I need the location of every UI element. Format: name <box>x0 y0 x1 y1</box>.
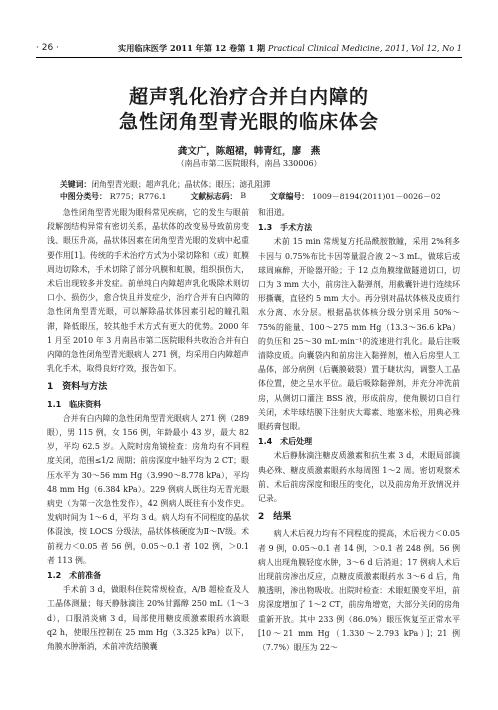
keywords-line <box>60 179 458 190</box>
classification-line <box>60 191 458 202</box>
article-title-line-1: 超声乳化治疗合并白内障的 <box>128 86 369 108</box>
body-column-left <box>47 206 249 654</box>
subsection-heading-preop: 1.2 术前准备 <box>47 571 102 581</box>
running-header <box>36 40 462 56</box>
section-heading-results: 2 结果 <box>258 512 292 523</box>
subsection-heading-clinical-data: 1.1 临床资料 <box>47 399 102 409</box>
doc-code-value: B <box>240 191 247 200</box>
continued-paragraph: 和泪道。 <box>258 208 290 217</box>
author-list: 龚文广，陈超裙，韩青红，廖 燕 <box>177 146 321 157</box>
doc-code-label: 文献标志码： <box>190 192 238 201</box>
section-heading-methods: 1 资料与方法 <box>47 382 108 393</box>
clc-label: 中图分类号： <box>60 192 107 201</box>
subsection-heading-surgery: 1.3 手术方法 <box>258 223 313 233</box>
author-affiliation: （南昌市第二医院眼科，南昌 330006） <box>176 159 322 168</box>
clc-value: R775；R776.1 <box>109 192 167 201</box>
postop-paragraph: 术后静脉滴注糖皮质激素和抗生素 3 d，术眼局部滴典必殊、糖皮质激素眼药水每周图 1～2 周。密切观察术前、术后前房深度和眼压的变化，以及前房角开放情况并记录。 <box>258 451 460 504</box>
results-paragraph: 病人术后视力均有不同程度的提高，术后视力＜0.05 者 9 例，0.05～0.1 者 14 例，＞0.1 者 248 例。56 例病人出现角膜轻度水肿，3～6 d 后消退；17 例病人术后出现前房渗出反应，点糖皮质激素眼药水 3～6 d 后，角膜透明，渗出物吸收。出院时检查：术眼虹膜变平坦，前房深度增加了 1～2 CT，前房角增宽，大部分关闭的房角重新开放。其中 233 例（86.0%）眼压恢复至正常水平[10～21 mm Hg（1.330～2.793 kPa）]；21 例（7.7%）眼压为 22～ <box>258 529 460 653</box>
journal-citation <box>106 43 462 54</box>
surgery-paragraph: 术前 15 min 常规复方托品酰胺散瞳，采用 2%利多卡因与 0.75%布比卡因等量混合液 2～3 mL，做球后或球周麻醉，开睑器开睑；于 12 点角膜缘做隧道切口，切口为 3 mm 大小，前房注入黏弹剂，用截囊针进行连续环形撕囊，直径约 5 mm 大小。再分别对晶状体核及皮质行水分离、水分层。根据晶状体核分级分别采用 50%～75%的能量、100～275 mm Hg（13.3～36.6 kPa）的负压和 25～30 mL·min⁻¹的流速进行乳化。最后注吸清除皮质。向囊袋内和前房注入黏弹剂，植入后房型人工晶体，部分病例（后囊膜破裂）置于睫状沟，调整人工晶体位置，使之呈水平位。最后吸除黏弹剂，并充分冲洗前房，从侧切口灌注 BSS 液，形成前房，使角膜切口自行关闭，术毕球结膜下注射庆大霉素、地塞米松，用典必殊眼药膏包眼。 <box>258 237 460 432</box>
body-column-right <box>258 206 460 655</box>
article-no-value: 1009－8194(2011)01－0026－02 <box>312 192 441 201</box>
keywords-text: 闭角型青光眼；超声乳化；晶状体；眼压；滤孔阻滞 <box>91 180 271 189</box>
article-title-line-2: 急性闭角型青光眼的临床体会 <box>118 111 379 133</box>
keywords-label: 关键词： <box>60 180 92 189</box>
article-no-label: 文章编号： <box>270 192 310 201</box>
intro-paragraph: 急性闭角型青光眼为眼科常见疾病，它的发生与眼前段解剖结构异常有密切关系，晶状体的改变易导致前房变浅、眼压升高，晶状体因素在闭角型青光眼的发病中起重要作用[1]。传统的手术治疗方式为小梁切除和（或）虹膜周边切除术，手术切除了部分巩膜和虹膜，组织损伤大，术后出现较多并发症。前单纯白内障超声乳化吸除术则切口小、损伤少，愈合快且并发症少，治疗合并有白内障的急性闭角型青光眼，可以解除晶状体因素引起的瞳孔阻滞，降低眼压，较其他手术方式有更大的优势。2000 年 1 月至 2010 年 3 月南昌市第二医院眼科共收治合并有白内障的急性闭角型青光眼病人 271 例，均采用白内障超声乳化手术，取得良好疗效，报告如下。 <box>47 208 249 374</box>
preop-paragraph: 手术前 3 d，做眼科住院常规检查，A/B 超检查及人工晶体测量；每天静脉滴注 20%甘露醇 250 mL（1～3 d），口服消炎痛 3 d，局部使用糖皮质激素眼药水滴眼 q2 h，使眼压控制在 25 mm Hg（3.325 kPa）以下，角膜水肿渐消，术前冲洗结膜囊 <box>47 585 249 652</box>
journal-name-cn: 实用临床医学 2011 年第 12 卷第 1 期 <box>118 42 266 53</box>
clinical-data-paragraph: 合并有白内障的急性闭角型青光眼病人 271 例（289 眼），男 115 例，女 156 例，年龄最小 43 岁，最大 82 岁，平均 62.5 岁。入院时房角镜检查：房角均有不同程度关闭，范围≤1/2 周期；前房深度中轴平均为 2 CT；眼压水平为 30～56 mm Hg（3.990～8.778 kPa），平均 48 mm Hg（6.384 kPa）。229 例病人既往均无青光眼病史（为第一次急性发作），42 例病人既往有小发作史。发病时间为 1～6 d，平均 3 d。病人均有不同程度的晶状体混浊，按 LOCS 分级法，晶状体核硬度为Ⅱ～Ⅳ级。术前视力＜0.05 者 56 例，0.05～0.1 者 102 例，＞0.1 者 113 例。 <box>47 413 249 565</box>
header-divider <box>36 57 462 58</box>
journal-name-en: Practical Clinical Medicine, 2011, Vol 12, No 1 <box>267 42 462 53</box>
subsection-heading-postop: 1.4 术后处理 <box>258 437 313 447</box>
page-number: · 26 · <box>36 43 59 53</box>
